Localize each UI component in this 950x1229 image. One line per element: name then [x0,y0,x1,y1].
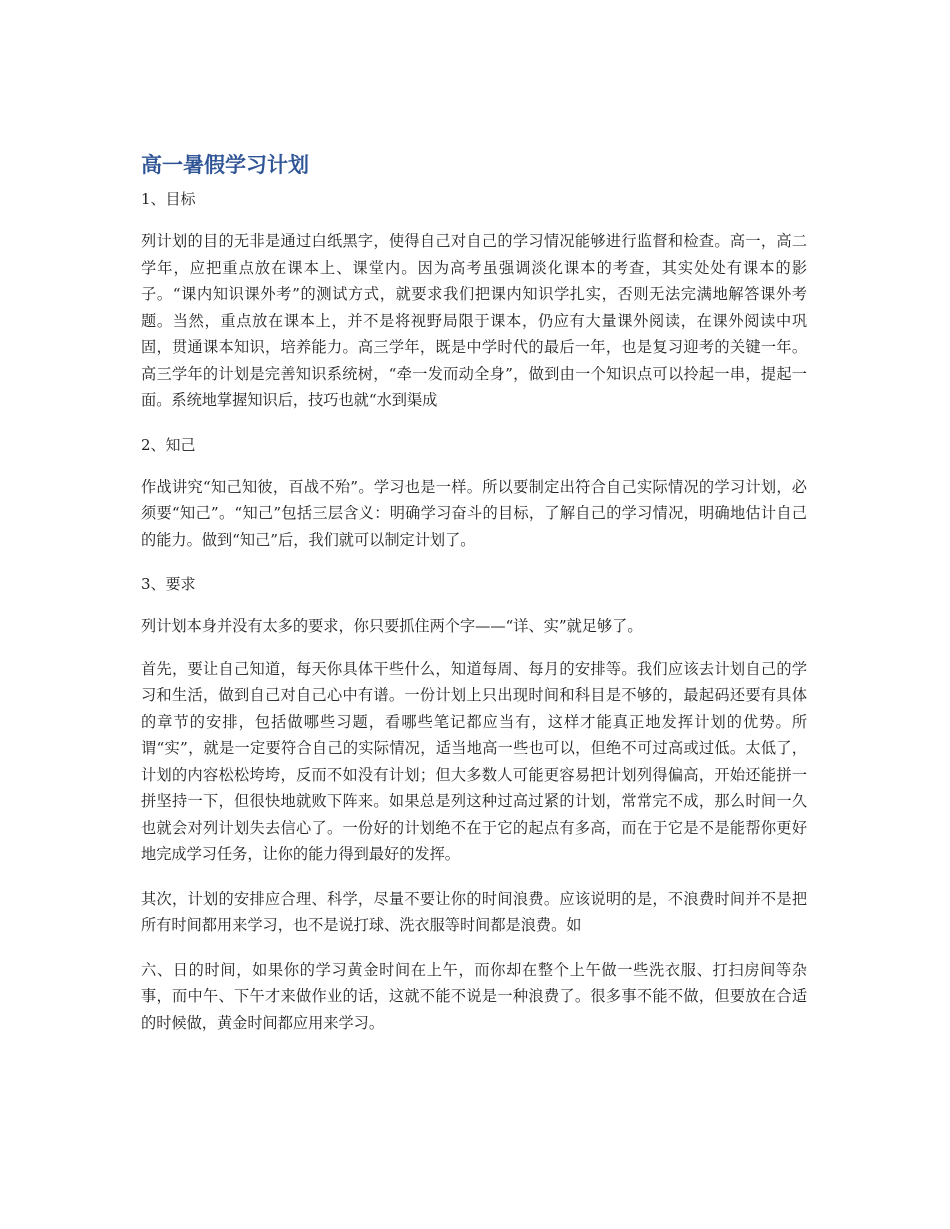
page-title: 高一暑假学习计划 [141,153,309,177]
section-heading-goal: 1、目标 [141,190,196,208]
paragraph-goal: 列计划的目的无非是通过白纸黑字，使得自己对自己的学习情况能够进行监督和检查。高一，高二学年，应把重点放在课本上、课堂内。因为高考虽强调淡化课本的考查，其实处处有课本的影子。“课内知识课外考”的测试方式，就要求我们把课内知识学扎实，否则无法完满地解答课外考题。当然，重点放在课本上，并不是将视野局限于课本，仍应有大量课外阅读，在课外阅读中巩固，贯通课本知识，培养能力。高三学年，既是中学时代的最后一年，也是复习迎考的关键一年。高三学年的计划是完善知识系统树，“牵一发而动全身”，做到由一个知识点可以拎起一串，提起一面。系统地掌握知识后，技巧也就“水到渠成 [141,232,807,409]
paragraph-know-yourself: 作战讲究“知己知彼，百战不殆”。学习也是一样。所以要制定出符合自己实际情况的学习计划，必须要“知己”。“知己”包括三层含义：明确学习奋斗的目标，了解自己的学习情况，明确地估计自己的能力。做到“知己”后，我们就可以制定计划了。 [141,477,807,549]
section-heading-requirements: 3、要求 [141,575,196,593]
paragraph-requirements-intro: 列计划本身并没有太多的要求，你只要抓住两个字——“详、实”就足够了。 [141,617,643,635]
paragraph-requirements-first: 首先，要让自己知道，每天你具体干些什么，知道每周、每月的安排等。我们应该去计划自己的学习和生活，做到自己对自己心中有谱。一份计划上只出现时间和科目是不够的，最起码还要有具体的章节的安排，包括做哪些习题，看哪些笔记都应当有，这样才能真正地发挥计划的优势。所谓“实”，就是一定要符合自己的实际情况，适当地高一些也可以，但绝不可过高或过低。太低了，计划的内容松松垮垮，反而不如没有计划；但大多数人可能更容易把计划列得偏高，开始还能拼一拼坚持一下，但很快地就败下阵来。如果总是列这种过高过紧的计划，常常完不成，那么时间一久也就会对列计划失去信心了。一份好的计划绝不在于它的起点有多高，而在于它是不是能帮你更好地完成学习任务，让你的能力得到最好的发挥。 [141,659,807,863]
paragraph-requirements-second: 其次，计划的安排应合理、科学，尽量不要让你的时间浪费。应该说明的是，不浪费时间并不是把所有时间都用来学习，也不是说打球、洗衣服等时间都是浪费。如 [141,889,807,934]
document-body [141,150,807,1054]
paragraph-requirements-weekend: 六、日的时间，如果你的学习黄金时间在上午，而你却在整个上午做一些洗衣服、打扫房间等杂事，而中午、下午才来做作业的话，这就不能不说是一种浪费了。很多事不能不做，但要放在合适的时候做，黄金时间都应用来学习。 [141,960,807,1032]
section-heading-know-yourself: 2、知己 [141,435,196,454]
